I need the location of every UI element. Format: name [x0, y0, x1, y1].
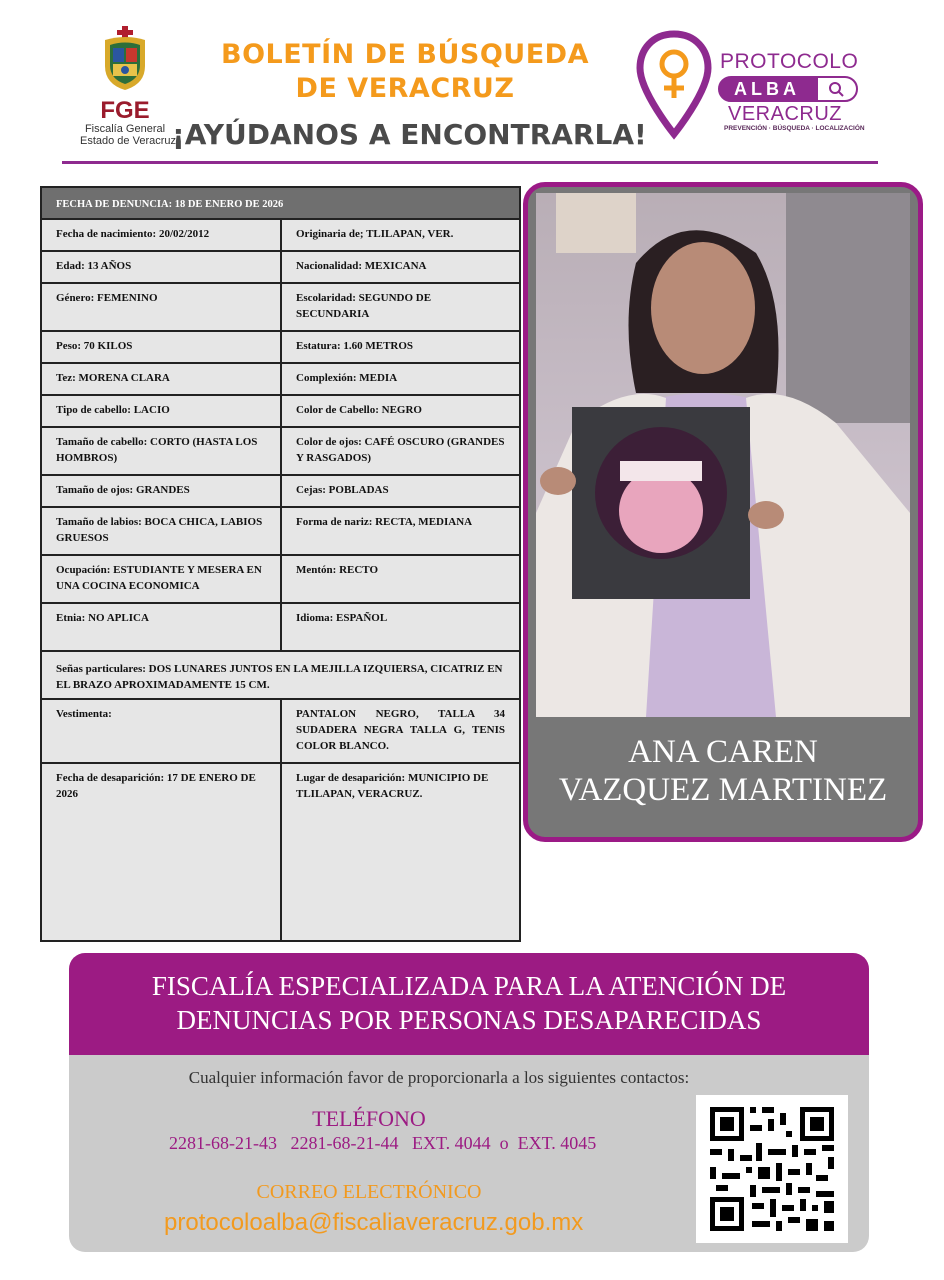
table-row [42, 332, 519, 364]
missing-person-photo [536, 193, 910, 717]
table-header-row [42, 188, 519, 220]
table-row [42, 476, 519, 508]
table-row [42, 700, 519, 764]
table-row [42, 556, 519, 604]
disappearance-date-cell: Fecha de desaparición: 17 DE ENERO DE 2026 [42, 764, 282, 940]
person-name-line1: ANA CAREN [628, 734, 818, 770]
table-row [42, 604, 519, 652]
eye-size-cell: Tamaño de ojos: GRANDES [42, 476, 282, 506]
table-row [42, 396, 519, 428]
table-row [42, 220, 519, 252]
phone-title: TELÉFONO [312, 1106, 426, 1131]
agency-name-line1: FISCALÍA ESPECIALIZADA PARA LA ATENCIÓN DE [151, 971, 787, 1001]
help-find-her-title: ¡AYÚDANOS A ENCONTRARLA! [172, 118, 647, 151]
bulletin-title-line2: DE VERACRUZ [295, 73, 515, 104]
search-icon [818, 78, 856, 100]
person-data-table [40, 186, 521, 942]
fge-name-line1: Fiscalía General [84, 123, 166, 135]
person-photo-illustration [536, 193, 910, 717]
clothing-label-cell: Vestimenta: [42, 700, 282, 762]
contact-section [69, 1055, 869, 1252]
build-cell: Complexión: MEDIA [296, 372, 398, 384]
agency-banner [69, 953, 869, 1055]
alba-logo-alba: ALBA [734, 79, 800, 99]
person-name-line2: VAZQUEZ MARTINEZ [558, 772, 888, 808]
table-row [42, 764, 519, 940]
origin-cell: Originaria de; TLILAPAN, VER. [296, 228, 454, 240]
age-cell: Edad: 13 AÑOS [42, 252, 282, 282]
location-pin-female-icon [636, 30, 712, 140]
qr-code[interactable] [696, 1095, 848, 1243]
weight-cell: Peso: 70 KILOS [42, 332, 282, 362]
distinguishing-marks-cell: Señas particulares: DOS LUNARES JUNTOS EN LA MEJILLA IZQUIERSA, CICATRIZ EN EL BRAZO APROXIMADAMENTE 15 CM. [56, 663, 503, 691]
table-row [42, 364, 519, 396]
table-row [42, 252, 519, 284]
hair-color-cell: Color de Cabello: NEGRO [296, 404, 422, 416]
table-row [42, 284, 519, 332]
veracruz-coat-of-arms-icon [99, 26, 151, 92]
table-row [42, 508, 519, 556]
language-cell: Idioma: ESPAÑOL [296, 612, 388, 624]
birth-date-cell: Fecha de nacimiento: 20/02/2012 [42, 220, 282, 250]
hair-length-cell: Tamaño de cabello: CORTO (HASTA LOS HOMBROS) [42, 428, 282, 474]
alba-logo-protocolo: PROTOCOLO [720, 50, 859, 73]
lips-cell: Tamaño de labios: BOCA CHICA, LABIOS GRUESOS [42, 508, 282, 554]
fge-name-line2: Estado de Veracruz [80, 135, 177, 147]
missing-person-name [528, 733, 918, 809]
bulletin-title-line1: BOLETÍN DE BÚSQUEDA [221, 39, 589, 70]
alba-pill [718, 76, 858, 102]
ethnicity-cell: Etnia: NO APLICA [42, 604, 282, 650]
contact-intro: Cualquier información favor de proporcionarla a los siguientes contactos: [188, 1068, 690, 1087]
skin-tone-cell: Tez: MORENA CLARA [42, 364, 282, 394]
eye-color-cell: Color de ojos: CAFÉ OSCURO (GRANDES Y RASGADOS) [296, 436, 505, 464]
table-row [42, 428, 519, 476]
gender-cell: Género: FEMENINO [42, 284, 282, 330]
header-divider [62, 161, 878, 164]
bulletin-title [190, 38, 620, 106]
alba-logo-tagline: PREVENCIÓN · BÚSQUEDA · LOCALIZACIÓN [724, 125, 865, 132]
schooling-cell: Escolaridad: SEGUNDO DE SECUNDARIA [296, 292, 432, 320]
missing-person-card [523, 182, 923, 842]
email-title: CORREO ELECTRÓNICO [256, 1181, 482, 1203]
occupation-cell: Ocupación: ESTUDIANTE Y MESERA EN UNA COCINA ECONOMICA [42, 556, 282, 602]
eyebrows-cell: Cejas: POBLADAS [296, 484, 389, 496]
agency-name-line2: DENUNCIAS POR PERSONAS DESAPARECIDAS [176, 1005, 762, 1035]
nationality-cell: Nacionalidad: MEXICANA [296, 260, 427, 272]
fge-abbreviation: FGE [100, 97, 150, 124]
protocolo-alba-logo [636, 30, 868, 140]
alba-logo-veracruz: VERACRUZ [728, 103, 843, 125]
chin-cell: Mentón: RECTO [296, 564, 378, 576]
email-link[interactable]: protocoloalba@fiscaliaveracruz.gob.mx [164, 1209, 584, 1236]
hair-type-cell: Tipo de cabello: LACIO [42, 396, 282, 426]
clothing-value-cell: PANTALON NEGRO, TALLA 34 SUDADERA NEGRA TALLA G, TENIS COLOR BLANCO. [296, 708, 505, 752]
height-cell: Estatura: 1.60 METROS [296, 340, 414, 352]
agency-name [69, 969, 869, 1037]
phone-numbers[interactable]: 2281-68-21-43 2281-68-21-44 EXT. 4044 o EXT. 4045 [169, 1133, 597, 1153]
qr-code-icon [696, 1095, 848, 1243]
nose-cell: Forma de nariz: RECTA, MEDIANA [296, 516, 473, 528]
table-row [42, 652, 519, 700]
report-date: FECHA DE DENUNCIA: 18 DE ENERO DE 2026 [56, 199, 284, 210]
fge-logo [80, 26, 177, 150]
disappearance-place-cell: Lugar de desaparición: MUNICIPIO DE TLILAPAN, VERACRUZ. [296, 772, 489, 800]
